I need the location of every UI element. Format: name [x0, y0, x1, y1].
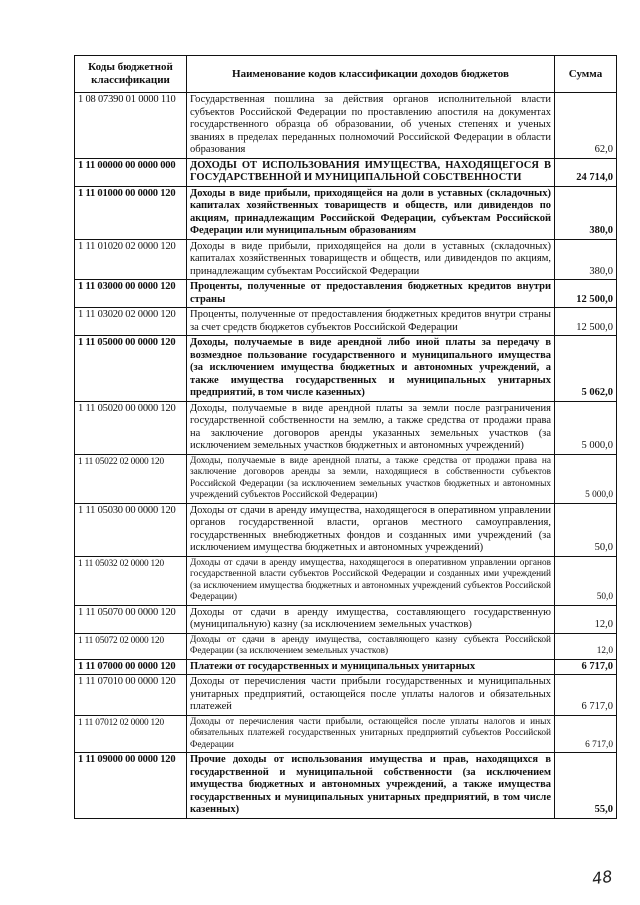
table-row [75, 186, 617, 239]
income-codes-table [74, 55, 617, 819]
table-header-row [75, 56, 617, 93]
row-name: Доходы от сдачи в аренду имущества, составляющего государственную (муниципальную) казну (за исключением земельных участков) [187, 605, 555, 633]
table-row [75, 280, 617, 308]
table-row [75, 556, 617, 605]
row-name: Доходы от сдачи в аренду имущества, находящегося в оперативном управлении органов государственной власти субъектов Российской Федерации и созданных ими учреждений (за исключением имущества бюджетных и автономных учреждений субъектов Российской Федерации) [187, 556, 555, 605]
row-code: 1 11 03020 02 0000 120 [75, 308, 187, 336]
row-name: Доходы от перечисления части прибыли государственных и муниципальных унитарных предприятий, остающейся после уплаты налогов и обязательных платежей [187, 675, 555, 716]
row-code: 1 11 07000 00 0000 120 [75, 659, 187, 675]
row-code: 1 11 05022 02 0000 120 [75, 454, 187, 503]
row-sum: 50,0 [555, 503, 617, 556]
row-code: 1 11 00000 00 0000 000 [75, 158, 187, 186]
table-row [75, 633, 617, 659]
row-code: 1 11 07012 02 0000 120 [75, 715, 187, 753]
table-row [75, 659, 617, 675]
row-sum: 12,0 [555, 605, 617, 633]
table-row [75, 675, 617, 716]
row-name: Доходы, получаемые в виде арендной либо иной платы за передачу в возмездное пользование государственного и муниципального имущества (за исключением имущества бюджетных и автономных учреждений, а также имущества государственных и муниципальных унитарных предприятий, в том числе казенных) [187, 336, 555, 402]
row-sum: 380,0 [555, 186, 617, 239]
header-name: Наименование кодов классификации доходов бюджетов [187, 56, 555, 93]
row-name: ДОХОДЫ ОТ ИСПОЛЬЗОВАНИЯ ИМУЩЕСТВА, НАХОДЯЩЕГОСЯ В ГОСУДАРСТВЕННОЙ И МУНИЦИПАЛЬНОЙ СОБСТВЕННОСТИ [187, 158, 555, 186]
table-row [75, 308, 617, 336]
row-sum: 55,0 [555, 753, 617, 819]
row-code: 1 08 07390 01 0000 110 [75, 93, 187, 159]
row-sum: 12,0 [555, 633, 617, 659]
table-row [75, 753, 617, 819]
row-code: 1 11 05070 00 0000 120 [75, 605, 187, 633]
table-row [75, 605, 617, 633]
table-row [75, 401, 617, 454]
row-code: 1 11 01000 00 0000 120 [75, 186, 187, 239]
row-name: Доходы от перечисления части прибыли, остающейся после уплаты налогов и иных обязательных платежей государственных унитарных предприятий субъектов Российской Федерации [187, 715, 555, 753]
row-sum: 5 000,0 [555, 454, 617, 503]
table-row [75, 336, 617, 402]
row-name: Доходы в виде прибыли, приходящейся на доли в уставных (складочных) капиталах хозяйственных товариществ и обществ, или дивидендов по акциям, принадлежащим Российской Федерации, субъектам Российской Федерации или муниципальным образованиям [187, 186, 555, 239]
table-body [75, 93, 617, 819]
row-sum: 5 000,0 [555, 401, 617, 454]
row-code: 1 11 03000 00 0000 120 [75, 280, 187, 308]
row-sum: 24 714,0 [555, 158, 617, 186]
row-name: Государственная пошлина за действия органов исполнительной власти субъектов Российской Федерации по проставлению апостиля на документах государственного образца об образовании, об ученых степенях и ученых званиях в пределах переданных полномочий Российской Федерации в области образования [187, 93, 555, 159]
row-name: Доходы в виде прибыли, приходящейся на доли в уставных (складочных) капиталах хозяйственных товариществ и обществ, или дивидендов по акциям, принадлежащим субъектам Российской Федерации [187, 239, 555, 280]
row-sum: 380,0 [555, 239, 617, 280]
row-name: Доходы от сдачи в аренду имущества, составляющего казну субъекта Российской Федерации (за исключением земельных участков) [187, 633, 555, 659]
row-sum: 12 500,0 [555, 280, 617, 308]
table-row [75, 715, 617, 753]
row-code: 1 11 05072 02 0000 120 [75, 633, 187, 659]
row-name: Проценты, полученные от предоставления бюджетных кредитов внутри страны за счет средств бюджетов субъектов Российской Федерации [187, 308, 555, 336]
row-name: Платежи от государственных и муниципальных унитарных [187, 659, 555, 675]
row-sum: 12 500,0 [555, 308, 617, 336]
row-sum: 6 717,0 [555, 675, 617, 716]
row-name: Доходы, получаемые в виде арендной платы, а также средства от продажи права на заключение договоров аренды за земли, находящиеся в собственности субъектов Российской Федерации (за исключением земельных участков бюджетных и автономных учреждений субъектов Российской Федерации) [187, 454, 555, 503]
header-sum: Сумма [555, 56, 617, 93]
row-code: 1 11 07010 00 0000 120 [75, 675, 187, 716]
row-sum: 6 717,0 [555, 659, 617, 675]
row-sum: 62,0 [555, 93, 617, 159]
page-number: 48 [590, 866, 614, 889]
table-row [75, 454, 617, 503]
row-sum: 6 717,0 [555, 715, 617, 753]
table-row [75, 93, 617, 159]
row-code: 1 11 05030 00 0000 120 [75, 503, 187, 556]
row-name: Доходы от сдачи в аренду имущества, находящегося в оперативном управлении органов государственной власти, органов местного самоуправления, государственных внебюджетных фондов и созданных ими учреждений (за исключением имущества бюджетных и автономных учреждений) [187, 503, 555, 556]
row-code: 1 11 09000 00 0000 120 [75, 753, 187, 819]
table-row [75, 158, 617, 186]
row-code: 1 11 05020 00 0000 120 [75, 401, 187, 454]
row-code: 1 11 05032 02 0000 120 [75, 556, 187, 605]
table-row [75, 503, 617, 556]
row-code: 1 11 05000 00 0000 120 [75, 336, 187, 402]
row-name: Доходы, получаемые в виде арендной платы за земли после разграничения государственной собственности на землю, а также средства от продажи права на заключение договоров аренды указанных земельных участков (за исключением земельных участков бюджетных и автономных учреждений) [187, 401, 555, 454]
row-code: 1 11 01020 02 0000 120 [75, 239, 187, 280]
row-sum: 50,0 [555, 556, 617, 605]
row-sum: 5 062,0 [555, 336, 617, 402]
header-codes: Коды бюджетной классификации [75, 56, 187, 93]
row-name: Прочие доходы от использования имущества и прав, находящихся в государственной и муниципальной собственности (за исключением имущества бюджетных и автономных учреждений, а также имущества государственных и муниципальных унитарных предприятий, в том числе казенных) [187, 753, 555, 819]
row-name: Проценты, полученные от предоставления бюджетных кредитов внутри страны [187, 280, 555, 308]
table-row [75, 239, 617, 280]
